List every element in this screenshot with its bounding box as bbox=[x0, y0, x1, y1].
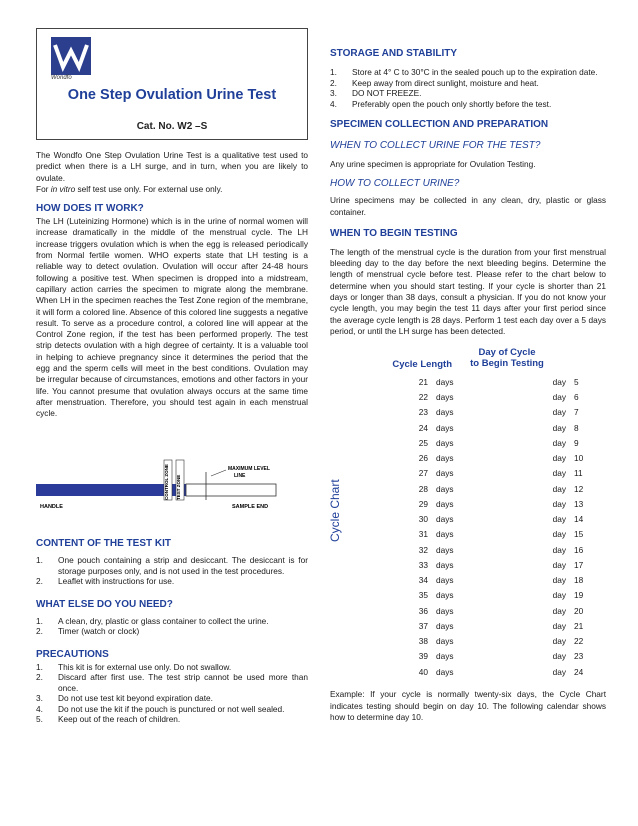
cycle-length-value: 39 bbox=[418, 651, 428, 662]
cycle-length-value: 40 bbox=[418, 666, 428, 677]
days-label: days bbox=[436, 544, 454, 555]
day-label: day bbox=[552, 514, 566, 525]
begin-day-value: 7 bbox=[574, 407, 579, 418]
days-label: days bbox=[436, 392, 454, 403]
day-label: day bbox=[552, 529, 566, 540]
list-item: 1. One pouch containing a strip and desiccant. The desiccant is for storage purposes only, and is not used in the test procedures. bbox=[36, 555, 308, 576]
day-label: day bbox=[552, 468, 566, 479]
day-label: day bbox=[552, 437, 566, 448]
begin-day-value: 16 bbox=[574, 544, 584, 555]
chart-row bbox=[330, 466, 606, 481]
content-list bbox=[36, 555, 308, 587]
test-zone-label: TEST ZONE bbox=[176, 474, 181, 500]
days-label: days bbox=[436, 483, 454, 494]
days-label: days bbox=[436, 605, 454, 616]
days-label: days bbox=[436, 620, 454, 631]
begin-day-value: 24 bbox=[574, 666, 584, 677]
chart-row bbox=[330, 435, 606, 450]
begin-day-value: 6 bbox=[574, 392, 579, 403]
days-label: days bbox=[436, 636, 454, 647]
cycle-chart-vertical-label: Cycle Chart bbox=[328, 479, 342, 543]
chart-rows bbox=[330, 374, 606, 679]
list-item: 1. This kit is for external use only. Do not swallow. bbox=[36, 661, 232, 672]
day-label: day bbox=[552, 544, 566, 555]
begin-day-header: Day of Cycle to Begin Testing bbox=[470, 347, 544, 370]
days-label: days bbox=[436, 407, 454, 418]
days-label: days bbox=[436, 514, 454, 525]
cycle-length-value: 27 bbox=[418, 468, 428, 479]
day-label: day bbox=[552, 453, 566, 464]
days-label: days bbox=[436, 468, 454, 479]
days-label: days bbox=[436, 437, 454, 448]
cycle-length-value: 36 bbox=[418, 605, 428, 616]
day-label: day bbox=[552, 483, 566, 494]
day-label: day bbox=[552, 620, 566, 631]
how-collect-heading: HOW TO COLLECT URINE? bbox=[330, 178, 460, 190]
list-item: 3. Do not use test kit beyond expiration date. bbox=[36, 693, 213, 703]
precautions-heading: PRECAUTIONS bbox=[36, 648, 109, 660]
precautions-list bbox=[36, 662, 308, 725]
begin-day-value: 21 bbox=[574, 620, 584, 631]
begin-day-value: 11 bbox=[574, 468, 583, 479]
chart-row bbox=[330, 557, 606, 572]
cycle-length-header: Cycle Length bbox=[392, 359, 452, 371]
begin-day-value: 15 bbox=[574, 529, 584, 540]
begin-day-value: 23 bbox=[574, 651, 584, 662]
chart-row bbox=[330, 496, 606, 511]
chart-row bbox=[330, 588, 606, 603]
list-item: 2. Leaflet with instructions for use. bbox=[36, 576, 175, 586]
test-strip-diagram bbox=[36, 456, 308, 540]
begin-day-value: 5 bbox=[574, 376, 579, 387]
day-label: day bbox=[552, 575, 566, 586]
chart-row bbox=[330, 420, 606, 435]
days-label: days bbox=[436, 651, 454, 662]
cycle-length-value: 38 bbox=[418, 636, 428, 647]
list-item: 2. Keep away from direct sunlight, moisture and heat. bbox=[330, 77, 539, 88]
cycle-chart bbox=[330, 347, 606, 679]
day-label: day bbox=[552, 666, 566, 677]
cycle-length-value: 28 bbox=[418, 483, 428, 494]
begin-day-value: 20 bbox=[574, 605, 584, 616]
how-heading: HOW DOES IT WORK? bbox=[36, 203, 144, 215]
right-column bbox=[330, 28, 606, 723]
chart-row bbox=[330, 481, 606, 496]
catalog-number: Cat. No. W2 –S bbox=[136, 121, 208, 132]
chart-row bbox=[330, 634, 606, 649]
list-item: 5. Keep out of the reach of children. bbox=[36, 714, 181, 724]
when-collect-heading: WHEN TO COLLECT URINE FOR THE TEST? bbox=[330, 140, 541, 151]
cycle-length-value: 24 bbox=[418, 422, 428, 433]
begin-day-value: 19 bbox=[574, 590, 584, 601]
chart-row bbox=[330, 618, 606, 633]
control-zone-label: CONTROL ZONE bbox=[164, 464, 169, 500]
left-column bbox=[36, 28, 308, 724]
begin-day-value: 22 bbox=[574, 636, 584, 647]
list-item: 1. A clean, dry, plastic or glass container to collect the urine. bbox=[36, 615, 269, 626]
how-body: The LH (Luteinizing Hormone) which is in the urine of normal women will increase dramatically in the middle of the menstrual cycle. The LH increase triggers ovulation which is when the egg is released periodically from Normal fertile women. WHO experts state that LH testing is a reliable way to detect ovulation. Ovulation will occur after 24-48 hours following a positive test. When specimen is dropped into a midstream, capillary action carries the specimen to migrate along the membrane. When LH in the specimen reaches the Test Zone region of the membrane, it will form a colored line. Absence of this colored line suggests a negative result. To serve as a procedure control, a colored line will appear at the Control Zone region, if the test has been performed properly. The test strip detects ovulation with a high degree of certainty. It is a valuable tool in helping to achieve pregnancy since it determines the period that the egg and the sperm cells will meet in the best conditions. Ovulation may be irregular because of circumstances, emotions and other factors in your life. You cannot presume that ovulation always occurs at the same time after menstruation. Therefore, you should test again in each menstrual cycle. bbox=[36, 216, 308, 419]
need-list bbox=[36, 616, 308, 637]
chart-row bbox=[330, 512, 606, 527]
sample-end-label: SAMPLE END bbox=[232, 504, 269, 510]
chart-row bbox=[330, 542, 606, 557]
cycle-length-value: 31 bbox=[418, 529, 428, 540]
cycle-length-value: 35 bbox=[418, 590, 428, 601]
title-box bbox=[36, 28, 308, 140]
document-title: One Step Ovulation Urine Test bbox=[67, 87, 277, 103]
list-item: 4. Preferably open the pouch only shortly before the test. bbox=[330, 98, 552, 109]
begin-day-value: 14 bbox=[574, 514, 584, 525]
begin-testing-heading: WHEN TO BEGIN TESTING bbox=[330, 227, 458, 239]
specimen-heading: SPECIMEN COLLECTION AND PREPARATION bbox=[330, 119, 549, 130]
cycle-length-value: 25 bbox=[418, 437, 428, 448]
days-label: days bbox=[436, 422, 454, 433]
cycle-length-value: 22 bbox=[418, 392, 428, 403]
begin-day-value: 8 bbox=[574, 422, 579, 433]
days-label: days bbox=[436, 559, 454, 570]
days-label: days bbox=[436, 529, 454, 540]
days-label: days bbox=[436, 575, 454, 586]
how-collect-body: Urine specimens may be collected in any clean, dry, plastic or glass container. bbox=[330, 195, 606, 217]
day-label: day bbox=[552, 590, 566, 601]
begin-day-value: 9 bbox=[574, 437, 579, 448]
brand-name: Wondfo bbox=[51, 75, 72, 81]
cycle-length-value: 29 bbox=[418, 498, 428, 509]
chart-row bbox=[330, 374, 606, 389]
strip-body bbox=[186, 484, 276, 496]
cycle-length-value: 34 bbox=[418, 575, 428, 586]
cycle-length-value: 37 bbox=[418, 620, 428, 631]
day-label: day bbox=[552, 407, 566, 418]
storage-list bbox=[330, 67, 606, 109]
cycle-length-value: 33 bbox=[418, 559, 428, 570]
chart-row bbox=[330, 603, 606, 618]
chart-row bbox=[330, 405, 606, 420]
begin-day-value: 18 bbox=[574, 575, 584, 586]
chart-header bbox=[330, 347, 606, 370]
list-item: 1. Store at 4° C to 30°C in the sealed pouch up to the expiration date. bbox=[330, 67, 598, 77]
begin-day-value: 17 bbox=[574, 559, 584, 570]
days-label: days bbox=[436, 590, 454, 601]
list-item: 2. Timer (watch or clock) bbox=[36, 626, 140, 636]
begin-day-value: 10 bbox=[574, 453, 584, 464]
cycle-length-value: 32 bbox=[418, 544, 428, 555]
intro-paragraph: The Wondfo One Step Ovulation Urine Test is a qualitative test used to predict when there is a LH surge, and in turn, when you are likely to ovulate. bbox=[36, 150, 308, 183]
days-label: days bbox=[436, 666, 454, 677]
chart-row bbox=[330, 527, 606, 542]
chart-row bbox=[330, 451, 606, 466]
chart-row bbox=[330, 573, 606, 588]
cycle-length-value: 30 bbox=[418, 514, 428, 525]
cycle-length-value: 26 bbox=[418, 453, 428, 464]
day-label: day bbox=[552, 605, 566, 616]
begin-day-value: 12 bbox=[574, 483, 584, 494]
begin-testing-body: The length of the menstrual cycle is the duration from your first menstrual bleeding day to the day before the next bleeding begins. Determine the length of menstrual cycle before test. Please refer to the chart below to determine when you should start testing. If your cycle is shorter than 21 days or longer than 38 days, consult a physician. If you do not know your cycle length, you may begin the test 11 days after your first period since the average cycle length is 28 days. Perform 1 test each day over a 5 days period, or until the LH surge has been detected. bbox=[330, 246, 606, 336]
chart-row bbox=[330, 664, 606, 679]
need-heading: WHAT ELSE DO YOU NEED? bbox=[36, 598, 173, 610]
list-item: 4. Do not use the kit if the pouch is punctured or not well sealed. bbox=[36, 703, 285, 714]
line-label: LINE bbox=[234, 473, 246, 479]
cycle-length-value: 23 bbox=[418, 407, 428, 418]
day-label: day bbox=[552, 636, 566, 647]
day-label: day bbox=[552, 651, 566, 662]
example-text: Example: If your cycle is normally twenty-six days, the Cycle Chart indicates testing should begin on day 10. The following calendar shows how to determine day 10. bbox=[330, 689, 606, 722]
intro-usage: For in vitro self test use only. For external use only. bbox=[36, 183, 223, 194]
chart-row bbox=[330, 649, 606, 664]
begin-day-value: 13 bbox=[574, 498, 584, 509]
handle-label: HANDLE bbox=[40, 504, 63, 510]
lower-left-sections bbox=[36, 538, 308, 725]
max-level-pointer bbox=[211, 470, 226, 476]
list-item: 2. Discard after first use. The test strip cannot be used more than once. bbox=[36, 672, 308, 693]
list-item: 3. DO NOT FREEZE. bbox=[330, 88, 422, 98]
day-label: day bbox=[552, 559, 566, 570]
days-label: days bbox=[436, 453, 454, 464]
storage-heading: STORAGE AND STABILITY bbox=[330, 48, 458, 59]
when-collect-body: Any urine specimen is appropriate for Ovulation Testing. bbox=[330, 159, 536, 169]
content-heading: CONTENT OF THE TEST KIT bbox=[36, 538, 171, 549]
intro-section bbox=[36, 150, 308, 195]
day-label: day bbox=[552, 392, 566, 403]
day-label: day bbox=[552, 422, 566, 433]
days-label: days bbox=[436, 498, 454, 509]
wondfo-logo-icon bbox=[51, 37, 91, 75]
cycle-length-value: 21 bbox=[418, 376, 428, 387]
days-label: days bbox=[436, 376, 454, 387]
day-label: day bbox=[552, 376, 566, 387]
chart-row bbox=[330, 390, 606, 405]
max-level-label: MAXIMUM LEVEL bbox=[228, 466, 270, 472]
day-label: day bbox=[552, 498, 566, 509]
